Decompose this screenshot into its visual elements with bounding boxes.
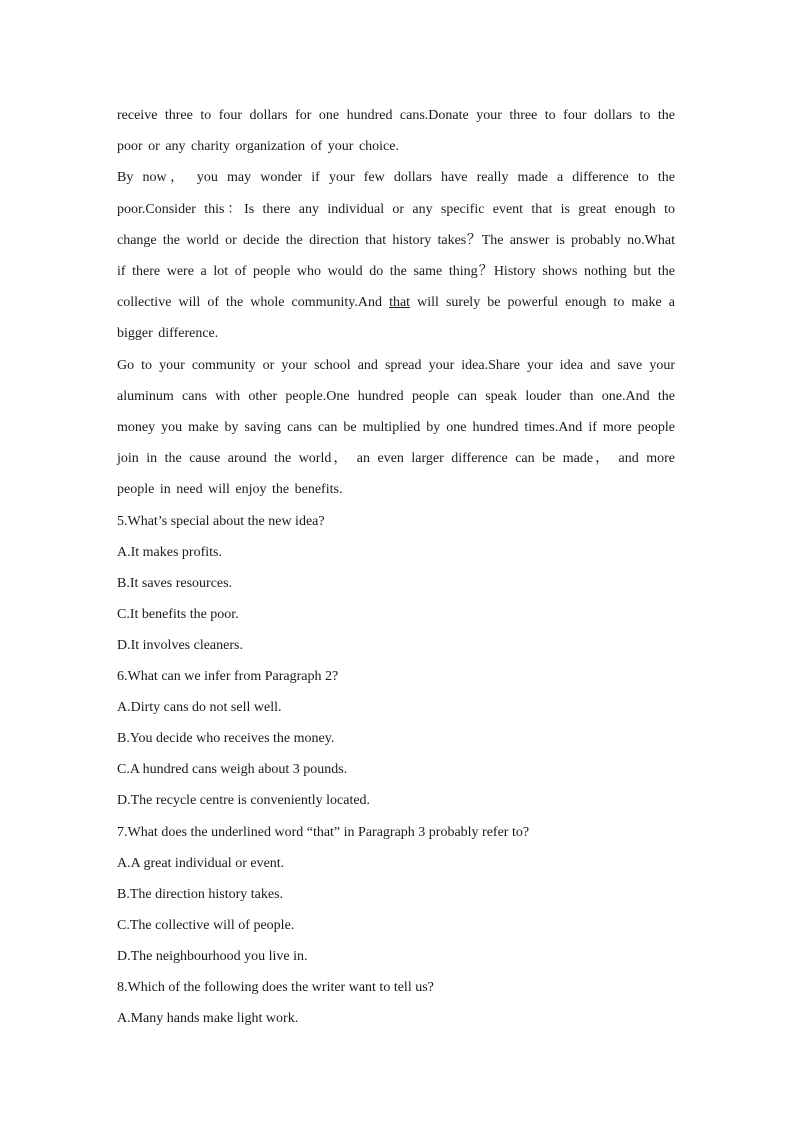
answer-option: A.Dirty cans do not sell well.	[117, 700, 282, 716]
question-8	[117, 972, 675, 1034]
question-stem: 6.What can we infer from Paragraph 2?	[117, 669, 339, 685]
question-stem: 5.What’s special about the new idea?	[117, 513, 325, 529]
underlined-word: that	[389, 295, 411, 311]
answer-option: A.A great individual or event.	[117, 855, 285, 871]
answer-option: B.You decide who receives the money.	[117, 731, 335, 747]
answer-option: A.Many hands make light work.	[117, 1011, 299, 1027]
answer-option: C.It benefits the poor.	[117, 606, 239, 622]
answer-option: B.It saves resources.	[117, 575, 233, 591]
passage-text: receive three to four dollars for one hundred cans.Donate your three to four dollars to the poor or any charity organization of your choice.	[117, 108, 675, 155]
question-5	[117, 506, 675, 661]
question-stem: 8.Which of the following does the writer want to tell us?	[117, 980, 434, 996]
answer-option: A.It makes profits.	[117, 544, 222, 560]
answer-option: D.The recycle centre is conveniently located.	[117, 793, 371, 809]
answer-option: B.The direction history takes.	[117, 886, 284, 902]
document-page	[117, 100, 675, 1034]
answer-option: C.A hundred cans weigh about 3 pounds.	[117, 762, 348, 778]
question-stem: 7.What does the underlined word “that” in Paragraph 3 probably refer to?	[117, 824, 530, 840]
question-7	[117, 817, 675, 972]
passage-paragraph-3	[117, 350, 675, 506]
passage-text: By now， you may wonder if your few dollars have really made a difference to the poor.Consider this：Is there any individual or any specific event that is great enough to change the world or decide the direction that history takes？The answer is probably no.What if there were a lot of people who would do the same thing？History shows nothing but the collective will of the whole community.And	[117, 170, 675, 311]
answer-option: D.The neighbourhood you live in.	[117, 948, 308, 964]
passage-paragraph-2	[117, 162, 675, 349]
question-6	[117, 661, 675, 816]
answer-option: D.It involves cleaners.	[117, 638, 243, 654]
answer-option: C.The collective will of people.	[117, 917, 295, 933]
passage-text: will surely be powerful enough to make a bigger difference.	[117, 295, 675, 342]
passage-paragraph-1	[117, 100, 675, 162]
passage-text: Go to your community or your school and spread your idea.Share your idea and save your aluminum cans with other people.One hundred people can speak louder than one.And the money you make by saving cans can be multiplied by one hundred times.And if more people join in the cause around the world， an even larger difference can be made， and more people in need will enjoy the benefits.	[117, 357, 675, 498]
